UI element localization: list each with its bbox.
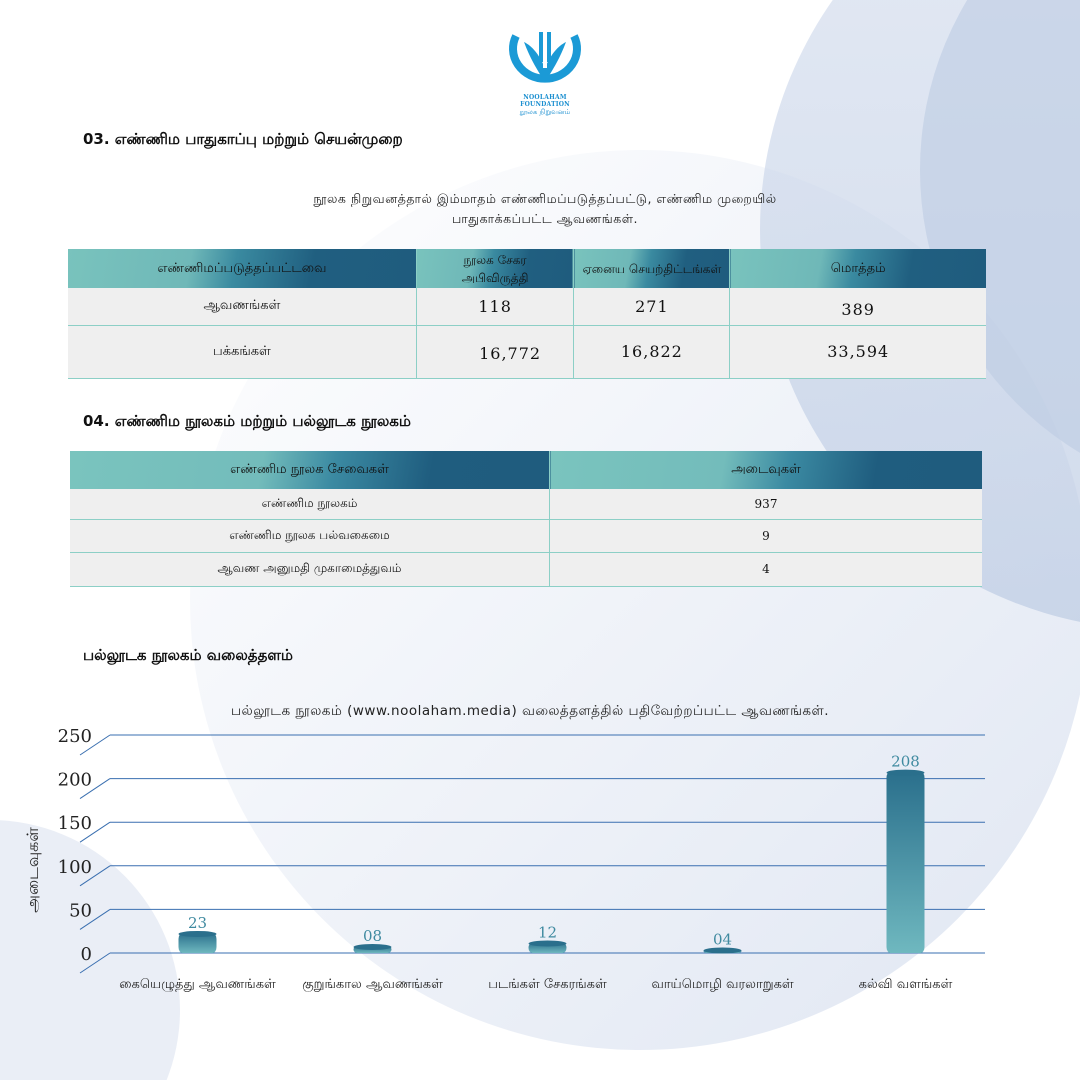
- row-value: 33,594: [730, 325, 986, 378]
- header-collection-dev: நூலக சேகர அபிவிருத்தி: [416, 249, 574, 288]
- digitization-table-header: [68, 249, 986, 288]
- row-label: ஆவணங்கள்: [68, 288, 416, 325]
- chart-y-axis-label: அடைவுகள்: [23, 827, 42, 913]
- header-digitized: எண்ணிமப்படுத்தப்பட்டவை: [68, 249, 416, 288]
- data-label: 04: [712, 930, 733, 949]
- chart-bars: [179, 753, 925, 954]
- row-value: 118: [416, 288, 574, 325]
- data-label: 208: [891, 752, 920, 771]
- row-label: பக்கங்கள்: [68, 325, 416, 378]
- section-04-heading: 04. எண்ணிம நூலகம் மற்றும் பல்லூடக நூலகம்: [83, 412, 411, 430]
- header-services: எண்ணிம நூலக சேவைகள்: [70, 451, 550, 489]
- data-label: 08: [362, 927, 383, 946]
- row-value: 4: [550, 552, 983, 586]
- y-tick-label: 200: [57, 769, 92, 791]
- uploads-bar-chart: [0, 720, 1080, 1010]
- chart-x-axis: [119, 977, 952, 992]
- logo-org-en: NOOLAHAM FOUNDATION: [520, 94, 570, 108]
- table-row: [68, 325, 986, 378]
- y-tick-label: 100: [57, 856, 92, 878]
- row-label: எண்ணிம நூலகம்: [70, 489, 550, 519]
- noolaham-logo: [500, 28, 590, 120]
- section-03-subtitle-line2: பாதுகாக்கப்பட்ட ஆவணங்கள்.: [451, 211, 639, 226]
- y-tick-label: 150: [57, 813, 92, 835]
- digital-library-table: [70, 451, 982, 587]
- header-other-projects: ஏனைய செயற்திட்டங்கள்: [574, 249, 730, 288]
- x-tick-label: கையெழுத்து ஆவணங்கள்: [119, 977, 276, 992]
- section-03-subtitle-line1: நூலக நிறுவனத்தால் இம்மாதம் எண்ணிமப்படுத்தப்பட்டு, எண்ணிம முறையில்: [313, 191, 777, 206]
- header-achievements: அடைவுகள்: [550, 451, 983, 489]
- media-section-heading: பல்லூடக நூலகம் வலைத்தளம்: [83, 646, 293, 664]
- bar: [887, 772, 925, 953]
- table-row: [70, 552, 982, 586]
- row-value: 9: [550, 519, 983, 552]
- digital-library-table-header: [70, 451, 982, 489]
- x-tick-label: படங்கள் சேகரங்கள்: [488, 977, 607, 992]
- section-03-heading: 03. எண்ணிம பாதுகாப்பு மற்றும் செயன்முறை: [83, 130, 403, 148]
- x-tick-label: கல்வி வளங்கள்: [858, 977, 953, 992]
- noolaham-emblem-icon: [506, 28, 584, 94]
- logo-org-ta: நூலக நிறுவனம்: [519, 108, 571, 116]
- table-row: [70, 519, 982, 552]
- y-tick-label: 50: [69, 900, 92, 922]
- header-total: மொத்தம்: [730, 249, 986, 288]
- row-value: 937: [550, 489, 983, 519]
- table-row: [68, 288, 986, 325]
- row-value: 16,772: [416, 325, 574, 378]
- x-tick-label: வாய்மொழி வரலாறுகள்: [651, 977, 794, 992]
- y-tick-label: 250: [57, 726, 92, 747]
- table-row: [70, 489, 982, 519]
- x-tick-label: குறுங்கால ஆவணங்கள்: [302, 977, 443, 992]
- y-tick-label: 0: [80, 944, 92, 965]
- data-label: 12: [537, 923, 558, 942]
- section-03-subtitle: [230, 191, 860, 228]
- digitization-table: [68, 249, 986, 379]
- chart-title: பல்லூடக நூலகம் (www.noolaham.media) வலைத்தளத்தில் பதிவேற்றப்பட்ட ஆவணங்கள்.: [230, 703, 830, 719]
- row-value: 16,822: [574, 325, 730, 378]
- row-label: ஆவண அனுமதி முகாமைத்துவம்: [70, 552, 550, 586]
- data-label: 23: [187, 913, 208, 932]
- row-value: 271: [574, 288, 730, 325]
- chart-y-axis: [58, 726, 92, 965]
- row-label: எண்ணிம நூலக பல்வகைமை: [70, 519, 550, 552]
- row-value: 389: [730, 288, 986, 325]
